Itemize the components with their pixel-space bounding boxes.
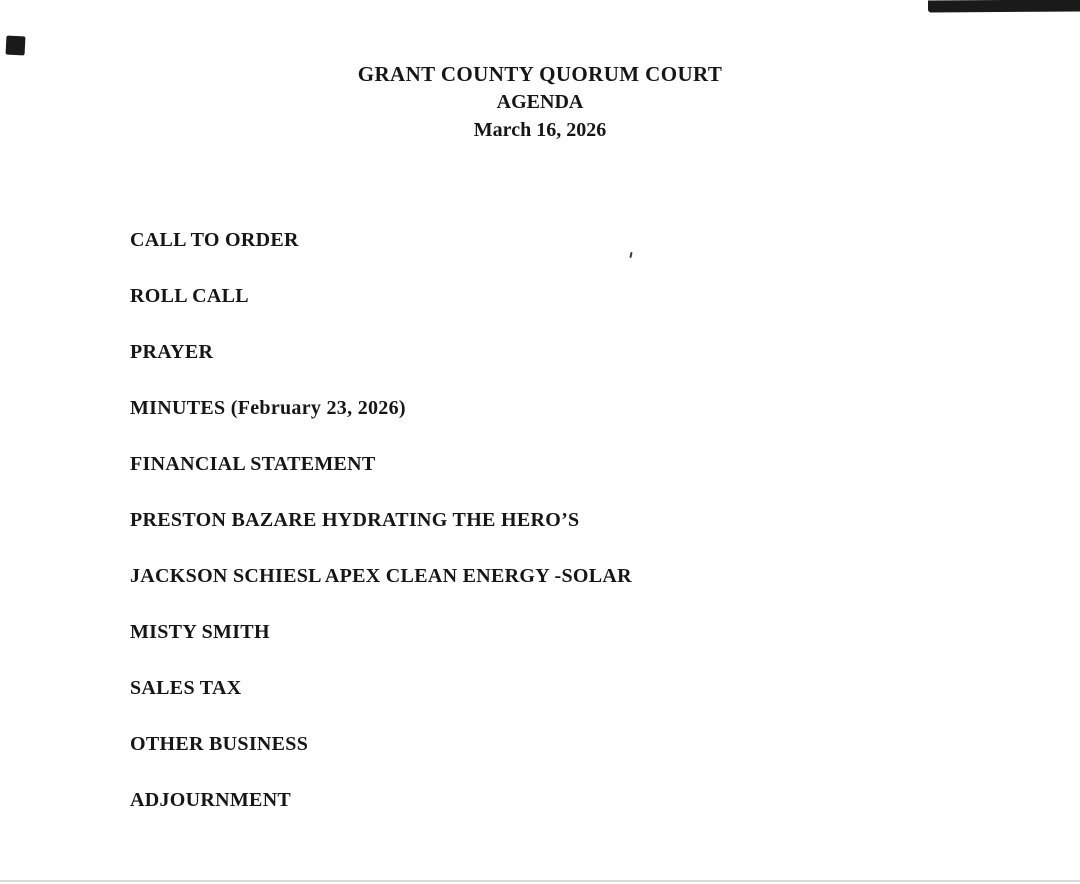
- agenda-item-minutes: MINUTES (February 23, 2026): [130, 397, 406, 419]
- title-block: [0, 60, 1080, 144]
- document-subtitle: AGENDA: [496, 91, 584, 113]
- agenda-item-roll-call: ROLL CALL: [130, 285, 249, 307]
- agenda-item-sales-tax: SALES TAX: [130, 677, 242, 699]
- agenda-item-other-business: OTHER BUSINESS: [130, 733, 309, 755]
- scan-artifact-top-right: [928, 0, 1080, 13]
- agenda-item-call-to-order: CALL TO ORDER: [130, 229, 299, 251]
- agenda-item-adjournment: ADJOURNMENT: [130, 789, 292, 811]
- scan-artifact-bottom-edge: [0, 880, 1080, 882]
- agenda-item-financial-statement: FINANCIAL STATEMENT: [130, 453, 376, 475]
- document-title: GRANT COUNTY QUORUM COURT: [357, 62, 723, 86]
- agenda-item-jackson-schiesl: JACKSON SCHIESL APEX CLEAN ENERGY -SOLAR: [130, 565, 632, 587]
- document-date: March 16, 2026: [473, 119, 607, 141]
- scan-artifact-top-left: [6, 36, 26, 56]
- agenda-item-prayer: PRAYER: [130, 341, 214, 363]
- agenda-item-preston-bazare: PRESTON BAZARE HYDRATING THE HERO’S: [130, 509, 580, 531]
- agenda-item-misty-smith: MISTY SMITH: [130, 621, 270, 643]
- agenda-list: [130, 228, 632, 812]
